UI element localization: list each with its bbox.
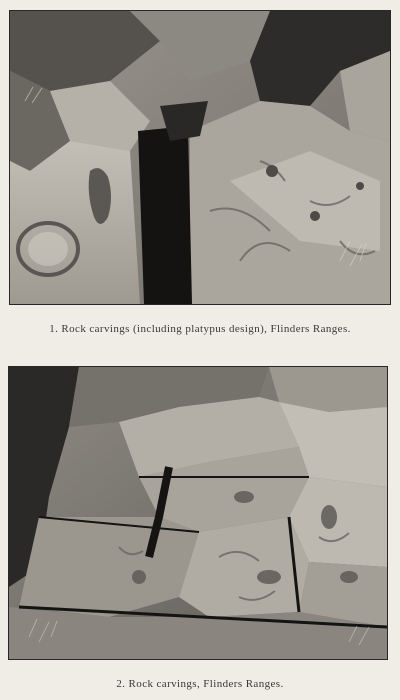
plate-1-caption: 1. Rock carvings (including platypus design), Flinders Ranges. — [49, 323, 351, 335]
rock-carvings-photo-2 — [9, 367, 387, 659]
rock-carvings-photo-1 — [10, 11, 390, 304]
plate-2-caption: 2. Rock carvings, Flinders Ranges. — [116, 678, 284, 690]
photo-plate-2 — [8, 366, 388, 660]
photo-plate-1 — [9, 10, 391, 305]
